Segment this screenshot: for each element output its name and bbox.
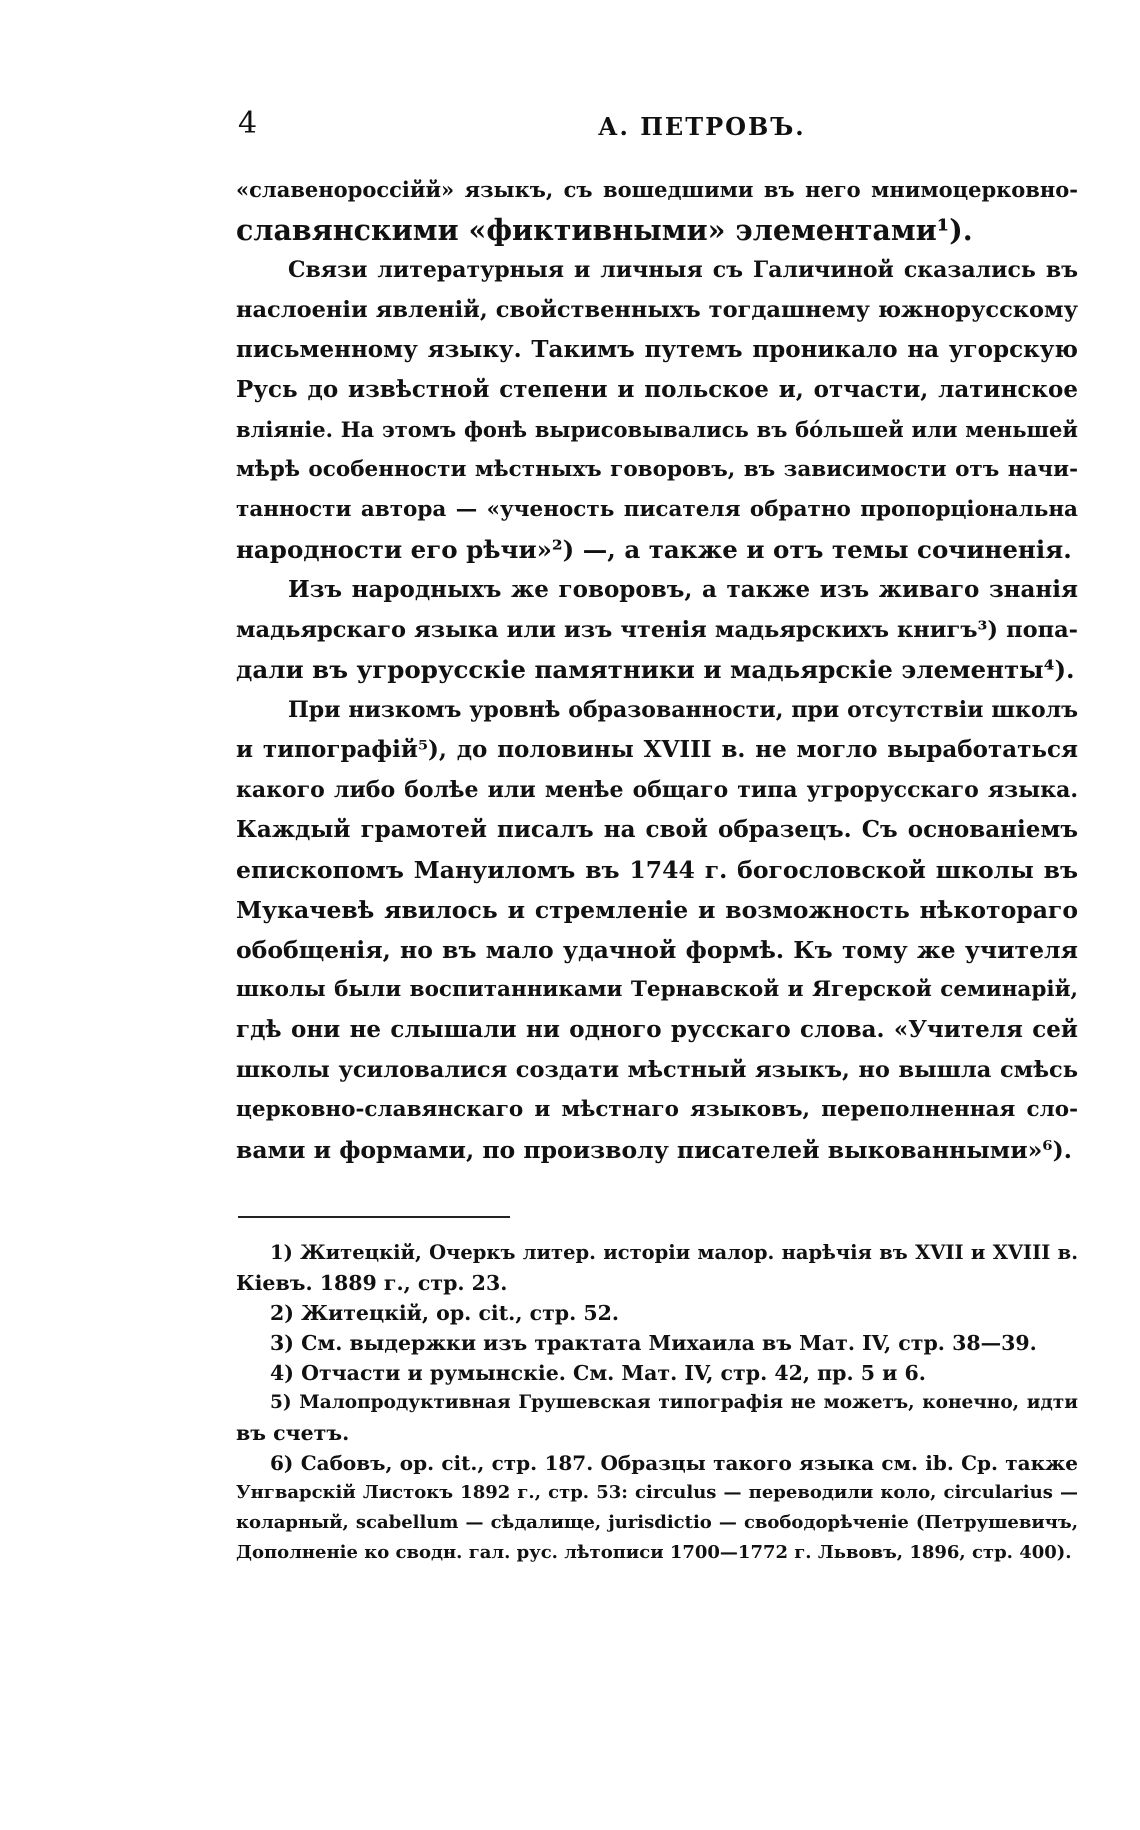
body-line: Каждый грамотей писалъ на свой образецъ. Съ основаніемъ (236, 816, 1078, 843)
body-line: танности автора — «ученость писателя обратно пропорціональна (236, 497, 1078, 522)
body-line: церковно-славянскаго и мѣстнаго языковъ, переполненная сло- (236, 1097, 1078, 1122)
page-number: 4 (238, 106, 258, 141)
footnote-line: 2) Житецкій, op. cit., стр. 52. (270, 1301, 620, 1325)
body-line: мѣрѣ особенности мѣстныхъ говоровъ, въ зависимости отъ начи- (236, 457, 1078, 482)
body-line: письменному языку. Такимъ путемъ проникало на угорскую (236, 336, 1078, 363)
footnote-line: 6) Сабовъ, op. cit., стр. 187. Образцы такого языка см. ib. Ср. также (270, 1451, 1078, 1475)
body-line: славянскими «фиктивными» элементами¹). (236, 213, 973, 247)
body-line: наслоеніи явленій, свойственныхъ тогдашнему южнорусскому (236, 297, 1078, 323)
footnote-line: 1) Житецкій, Очеркъ литер. исторіи малор. нарѣчія въ XVII и XVIII в. (270, 1241, 1078, 1264)
body-line: и типографій⁵), до половины XVIII в. не могло выработаться (236, 736, 1078, 763)
footnote-line: 5) Малопродуктивная Грушевская типографія не можетъ, конечно, идти (270, 1392, 1078, 1413)
footnotes (236, 1238, 1078, 1568)
body-line: Изъ народныхъ же говоровъ, а также изъ живаго знанія (288, 576, 1078, 603)
footnote-line: въ счетъ. (236, 1421, 350, 1445)
body-line: Мукачевѣ явилось и стремленіе и возможность нѣкотораго (236, 896, 1078, 924)
body-line: Связи литературныя и личныя съ Галичиной сказались въ (288, 257, 1078, 283)
body-line: При низкомъ уровнѣ образованности, при отсутствіи школъ (288, 697, 1078, 723)
body-line: обобщенія, но въ мало удачной формѣ. Къ тому же учителя (236, 936, 1078, 964)
body-text (236, 170, 1078, 1170)
footnote-line: Унгварскій Листокъ 1892 г., стр. 53: circulus — переводили коло, circularius — (236, 1482, 1078, 1503)
running-head: А. ПЕТРОВЪ. (598, 112, 806, 141)
footnote-line: Дополненіе ко сводн. гал. рус. лѣтописи 1700—1772 г. Львовъ, 1896, стр. 400). (236, 1542, 1072, 1563)
footnote-line: 3) См. выдержки изъ трактата Михаила въ Мат. IV, стр. 38—39. (270, 1331, 1037, 1355)
body-line: дали въ угрорусскіе памятники и мадьярскіе элементы⁴). (236, 655, 1075, 684)
body-line: школы усиловалися создати мѣстный языкъ, но вышла смѣсь (236, 1057, 1078, 1083)
footnote-line: коларный, scabellum — сѣдалище, jurisdictio — свободорѣченіе (Петрушевичъ, (236, 1512, 1078, 1533)
body-line: вліяніе. На этомъ фонѣ вырисовывались въ бóльшей или меньшей (236, 417, 1078, 442)
body-line: Русь до извѣстной степени и польское и, отчасти, латинское (236, 376, 1078, 403)
body-line: гдѣ они не слышали ни одного русскаго слова. «Учителя сей (236, 1016, 1078, 1043)
footnote-divider (238, 1216, 510, 1218)
body-line: школы были воспитанниками Тернавской и Ягерской семинарій, (236, 977, 1078, 1002)
body-line: вами и формами, по произволу писателей выкованными»⁶). (236, 1136, 1072, 1164)
body-line: мадьярскаго языка или изъ чтенія мадьярскихъ книгъ³) попа- (236, 617, 1078, 643)
footnote-line: Кіевъ. 1889 г., стр. 23. (236, 1271, 508, 1295)
body-line: епископомъ Мануиломъ въ 1744 г. богословской школы въ (236, 856, 1078, 884)
body-line: «славенороссійй» языкъ, съ вошедшими въ него мнимоцерковно- (236, 177, 1078, 202)
body-line: народности его рѣчи»²) —, а также и отъ темы сочиненія. (236, 535, 1072, 564)
body-line: какого либо болѣе или менѣе общаго типа угрорусскаго языка. (236, 777, 1078, 803)
footnote-line: 4) Отчасти и румынскіе. См. Мат. IV, стр. 42, пр. 5 и 6. (270, 1361, 926, 1385)
